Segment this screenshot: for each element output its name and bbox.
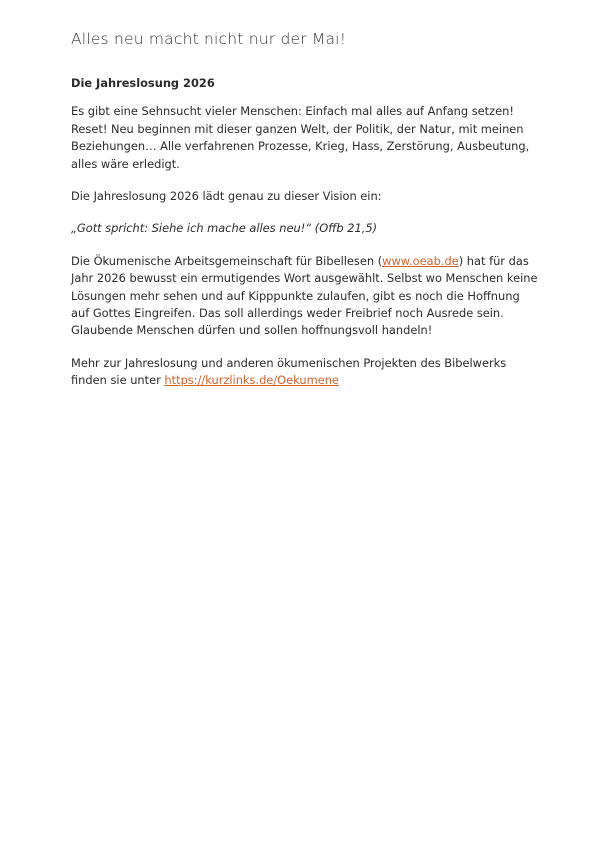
paragraph-oeab-text-2: ) hat für das Jahr 2026 bewusst ein ermutigendes Wort ausgewählt. Selbst wo Menschen keine Lösungen mehr sehen und auf Kipppunkte zulaufen, gibt es noch die Hoffnung auf Gottes Eingreifen. Das soll allerdings weder Freibrief noch Ausrede sein. Glaubende Menschen dürfen und sollen hoffnungsvoll handeln!: [71, 253, 538, 338]
paragraph-oeab: [71, 253, 541, 340]
paragraph-more-info: [71, 355, 541, 390]
oeab-link[interactable]: www.oeab.de: [382, 253, 459, 268]
page-title: Alles neu macht nicht nur der Mai!: [71, 30, 347, 48]
paragraph-oeab-text-1: Die Ökumenische Arbeitsgemeinschaft für Bibellesen (: [71, 253, 383, 268]
paragraph-intro: Es gibt eine Sehnsucht vieler Menschen: Einfach mal alles auf Anfang setzen! Reset! Neu beginnen mit dieser ganzen Welt, der Politik, der Natur, mit meinen Beziehungen… Alle verfahrenen Prozesse, Krieg, Hass, Zerstörung, Ausbeutung, alles wäre erledigt.: [71, 104, 530, 171]
section-heading: Die Jahreslosung 2026: [71, 76, 215, 90]
paragraph-vision: Die Jahreslosung 2026 lädt genau zu dieser Vision ein:: [71, 189, 382, 204]
paragraph-more-info-text: Mehr zur Jahreslosung und anderen ökumenischen Projekten des Bibelwerks finden sie unter: [71, 355, 507, 388]
kurzlinks-link[interactable]: https://kurzlinks.de/Oekumene: [164, 373, 339, 388]
document-body: [71, 75, 541, 405]
bible-quote: „Gott spricht: Siehe ich mache alles neu!“ (Offb 21,5): [71, 221, 378, 236]
